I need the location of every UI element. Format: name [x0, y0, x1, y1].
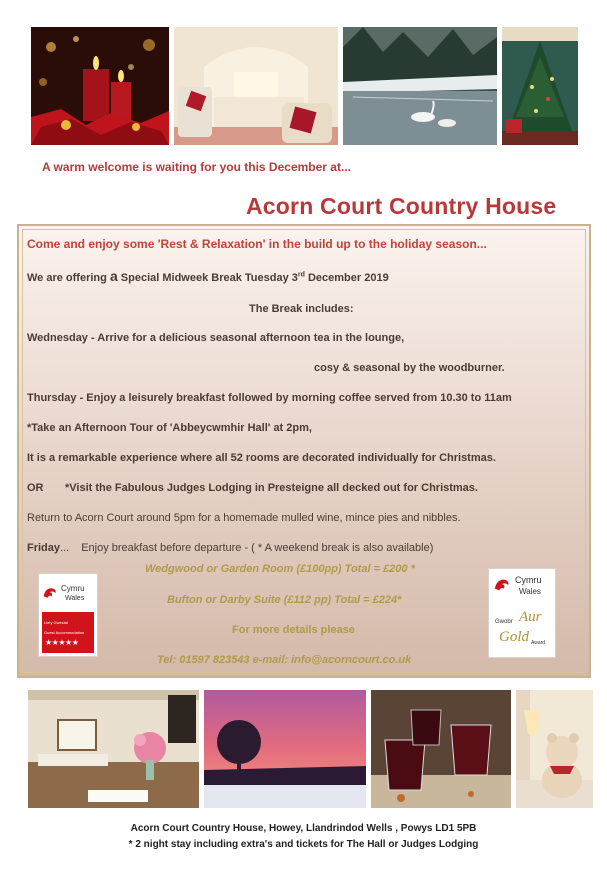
- intro-text: Come and enjoy some 'Rest & Relaxation' in the build up to the holiday season...: [27, 237, 487, 251]
- friday-row: [27, 542, 433, 554]
- badge-right-award: Award: [531, 640, 546, 646]
- offering-prefix: We are offering: [27, 272, 110, 284]
- photo-christmas-tree: [502, 27, 578, 145]
- return-text: Return to Acorn Court around 5pm for a homemade mulled wine, mince pies and nibbles.: [27, 512, 461, 524]
- offering-mid: Special Midweek Break Tuesday 3: [117, 272, 298, 284]
- visit-wales-gold-award-badge: [488, 568, 556, 658]
- badge-right-gwobr: Gwobr: [495, 619, 513, 625]
- welcome-text: A warm welcome is waiting for you this December at...: [42, 160, 351, 174]
- photo-teddy-bear: [516, 690, 593, 808]
- more-details-text: For more details please: [232, 624, 355, 636]
- photo-breakfast-room: [28, 690, 199, 808]
- badge-right-aur: Aur: [519, 609, 542, 625]
- page-title: Acorn Court Country House: [246, 193, 557, 219]
- thursday-text: Thursday - Enjoy a leisurely breakfast followed by morning coffee served from 10.30 to 11am: [27, 392, 512, 404]
- offering-text: [27, 268, 389, 284]
- footer-note: * 2 night stay including extra's and tickets for The Hall or Judges Lodging: [128, 839, 479, 850]
- badge-left-stars: ★★★★★: [45, 638, 79, 647]
- wednesday-continued: cosy & seasonal by the woodburner.: [314, 362, 505, 374]
- badge-right-gold: Gold: [499, 629, 529, 645]
- offering-date: December 2019: [304, 272, 389, 284]
- dragon-icon: [42, 585, 58, 601]
- photo-candles: [31, 27, 169, 145]
- visit-wales-star-badge: [38, 573, 98, 657]
- price-bufton: Bufton or Darby Suite (£112 pp) Total = £224*: [167, 594, 402, 606]
- badge-left-line2: Guest Accommodation: [44, 630, 85, 635]
- photo-bedroom: [174, 27, 338, 145]
- friday-label: Friday: [27, 542, 61, 554]
- judges-text: *Visit the Fabulous Judges Lodging in Presteigne all decked out for Christmas.: [65, 482, 478, 494]
- offer-panel: [17, 224, 591, 678]
- friday-text: Enjoy breakfast before departure - ( * A weekend break is also available): [81, 542, 434, 554]
- friday-dots: ...: [60, 542, 70, 554]
- wednesday-text: Wednesday - Arrive for a delicious seasonal afternoon tea in the lounge,: [27, 332, 405, 344]
- badge-right-brand: Cymru: [515, 575, 542, 585]
- photo-winter-sunset: [204, 690, 366, 808]
- remarkable-text: It is a remarkable experience where all 52 rooms are decorated individually for Christmas.: [27, 452, 496, 464]
- badge-left-red-panel: [42, 612, 94, 653]
- offering-a: a: [109, 268, 118, 284]
- contact-info[interactable]: Tel: 01597 823543 e-mail: info@acorncourt.co.uk: [157, 654, 412, 666]
- dragon-icon: [493, 576, 511, 594]
- price-wedgwood: Wedgwood or Garden Room (£100pp) Total = £200 *: [145, 563, 415, 575]
- badge-right-sub: Wales: [519, 587, 541, 596]
- badge-left-line1: Llety Gwestai: [44, 620, 69, 625]
- footer-address: Acorn Court Country House, Howey, Llandrindod Wells , Powys LD1 5PB: [130, 823, 477, 834]
- badge-left-sub: Wales: [65, 595, 85, 602]
- offering-sup: rd: [297, 271, 305, 279]
- includes-heading: The Break includes:: [249, 303, 354, 315]
- photo-mulled-wine: [371, 690, 511, 808]
- tour-text: *Take an Afternoon Tour of 'Abbeycwmhir Hall' at 2pm,: [27, 422, 312, 434]
- or-label: OR: [27, 482, 44, 494]
- photo-swans-lake: [343, 27, 497, 145]
- badge-left-brand: Cymru: [61, 584, 85, 593]
